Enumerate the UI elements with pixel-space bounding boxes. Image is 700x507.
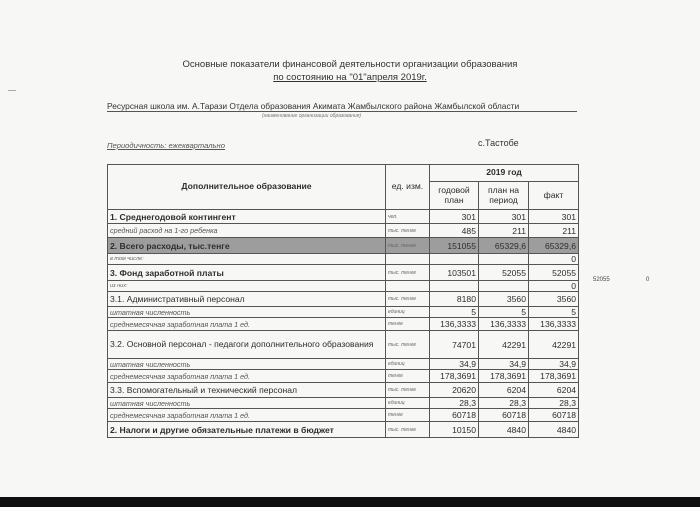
cell-fact: 3560 — [529, 292, 579, 307]
table-row — [108, 409, 579, 422]
cell-annual-plan: 20620 — [430, 383, 479, 398]
row-unit: единиц — [386, 307, 430, 318]
row-label: штатная численность — [108, 307, 386, 318]
header-annual-plan: годовой план — [430, 182, 479, 210]
row-label: 3.3. Вспомогательный и технический персонал — [108, 383, 386, 398]
row-unit: чел. — [386, 210, 430, 224]
cell-fact: 178,3691 — [529, 370, 579, 383]
cell-period-plan — [479, 281, 529, 292]
cell-fact: 52055 — [529, 265, 579, 281]
row-unit: тыс. тенге — [386, 238, 430, 254]
village-label: с.Тастобе — [478, 138, 519, 148]
header-fact: факт — [529, 182, 579, 210]
cell-period-plan: 4840 — [479, 422, 529, 438]
cell-annual-plan: 178,3691 — [430, 370, 479, 383]
table-row — [108, 238, 579, 254]
table-row — [108, 254, 579, 265]
table-row — [108, 422, 579, 438]
cell-fact: 211 — [529, 224, 579, 238]
scan-artifact — [8, 90, 16, 91]
row-label: 2. Всего расходы, тыс.тенге — [108, 238, 386, 254]
cell-fact: 65329,6 — [529, 238, 579, 254]
cell-annual-plan: 136,3333 — [430, 318, 479, 331]
cell-annual-plan — [430, 254, 479, 265]
row-unit: тенге — [386, 318, 430, 331]
cell-fact: 136,3333 — [529, 318, 579, 331]
row-label: 1. Среднегодовой контингент — [108, 210, 386, 224]
cell-period-plan: 42291 — [479, 331, 529, 359]
side-value-fund: 52055 — [593, 277, 610, 283]
cell-period-plan: 60718 — [479, 409, 529, 422]
row-label: штатная численность — [108, 398, 386, 409]
cell-period-plan: 28,3 — [479, 398, 529, 409]
row-label: средний расход на 1-го ребенка — [108, 224, 386, 238]
cell-fact: 4840 — [529, 422, 579, 438]
row-label: 2. Налоги и другие обязательные платежи в бюджет — [108, 422, 386, 438]
row-label: среднемесячная заработная плата 1 ед. — [108, 370, 386, 383]
table-row — [108, 359, 579, 370]
table-row — [108, 318, 579, 331]
financial-table — [107, 164, 579, 438]
cell-annual-plan: 301 — [430, 210, 479, 224]
row-label: среднемесячная заработная плата 1 ед. — [108, 409, 386, 422]
document-date-line: по состоянию на "01"апреля 2019г. — [273, 72, 427, 83]
cell-fact: 28,3 — [529, 398, 579, 409]
cell-annual-plan: 5 — [430, 307, 479, 318]
row-label: 3. Фонд заработной платы — [108, 265, 386, 281]
cell-fact: 6204 — [529, 383, 579, 398]
cell-fact: 0 — [529, 254, 579, 265]
row-unit: тенге — [386, 409, 430, 422]
cell-annual-plan: 8180 — [430, 292, 479, 307]
cell-fact: 5 — [529, 307, 579, 318]
scan-bottom-edge — [0, 497, 700, 507]
cell-period-plan: 65329,6 — [479, 238, 529, 254]
cell-annual-plan: 28,3 — [430, 398, 479, 409]
row-unit: тыс. тенге — [386, 265, 430, 281]
organization-caption: (наименование организации образования) — [262, 113, 362, 119]
table-row — [108, 383, 579, 398]
table-row — [108, 210, 579, 224]
cell-annual-plan: 151055 — [430, 238, 479, 254]
cell-period-plan: 178,3691 — [479, 370, 529, 383]
side-value-zero: 0 — [646, 277, 650, 283]
row-unit — [386, 281, 430, 292]
row-unit: тенге — [386, 370, 430, 383]
organization-name: Ресурсная школа им. А.Тарази Отдела образования Акимата Жамбылского района Жамбылской области — [107, 101, 577, 112]
table-row — [108, 292, 579, 307]
header-year: 2019 год — [430, 165, 579, 182]
row-label: из них: — [108, 281, 386, 292]
cell-fact: 60718 — [529, 409, 579, 422]
cell-period-plan: 136,3333 — [479, 318, 529, 331]
cell-annual-plan: 485 — [430, 224, 479, 238]
document-title: Основные показатели финансовой деятельности организации образования — [182, 59, 518, 70]
cell-annual-plan: 74701 — [430, 331, 479, 359]
row-unit — [386, 254, 430, 265]
cell-annual-plan: 60718 — [430, 409, 479, 422]
cell-period-plan: 5 — [479, 307, 529, 318]
cell-fact: 42291 — [529, 331, 579, 359]
table-row — [108, 224, 579, 238]
cell-annual-plan: 34,9 — [430, 359, 479, 370]
row-unit: тыс. тенге — [386, 331, 430, 359]
table-body — [108, 210, 579, 438]
cell-annual-plan: 103501 — [430, 265, 479, 281]
header-period-plan: план на период — [479, 182, 529, 210]
row-unit: тыс. тенге — [386, 224, 430, 238]
table-row — [108, 265, 579, 281]
cell-fact: 0 — [529, 281, 579, 292]
row-unit: тыс. тенге — [386, 422, 430, 438]
cell-annual-plan: 10150 — [430, 422, 479, 438]
cell-period-plan: 301 — [479, 210, 529, 224]
cell-period-plan: 52055 — [479, 265, 529, 281]
row-label: в том числе: — [108, 254, 386, 265]
cell-period-plan: 211 — [479, 224, 529, 238]
row-unit: тыс. тенге — [386, 383, 430, 398]
row-label: штатная численность — [108, 359, 386, 370]
header-unit: ед. изм. — [386, 165, 430, 210]
table-row — [108, 398, 579, 409]
row-unit: тыс. тенге — [386, 292, 430, 307]
cell-fact: 34,9 — [529, 359, 579, 370]
row-unit: единиц — [386, 359, 430, 370]
row-label: 3.2. Основной персонал - педагоги дополнительного образования — [108, 331, 386, 359]
table-row — [108, 370, 579, 383]
row-label: 3.1. Административный персонал — [108, 292, 386, 307]
table-row — [108, 331, 579, 359]
header-name: Дополнительное образование — [108, 165, 386, 210]
cell-annual-plan — [430, 281, 479, 292]
cell-fact: 301 — [529, 210, 579, 224]
cell-period-plan: 34,9 — [479, 359, 529, 370]
table-row — [108, 281, 579, 292]
cell-period-plan — [479, 254, 529, 265]
periodicity-label: Периодичность: ежеквартально — [107, 141, 225, 150]
row-unit: единиц — [386, 398, 430, 409]
cell-period-plan: 6204 — [479, 383, 529, 398]
table-row — [108, 307, 579, 318]
cell-period-plan: 3560 — [479, 292, 529, 307]
row-label: среднемесячная заработная плата 1 ед. — [108, 318, 386, 331]
